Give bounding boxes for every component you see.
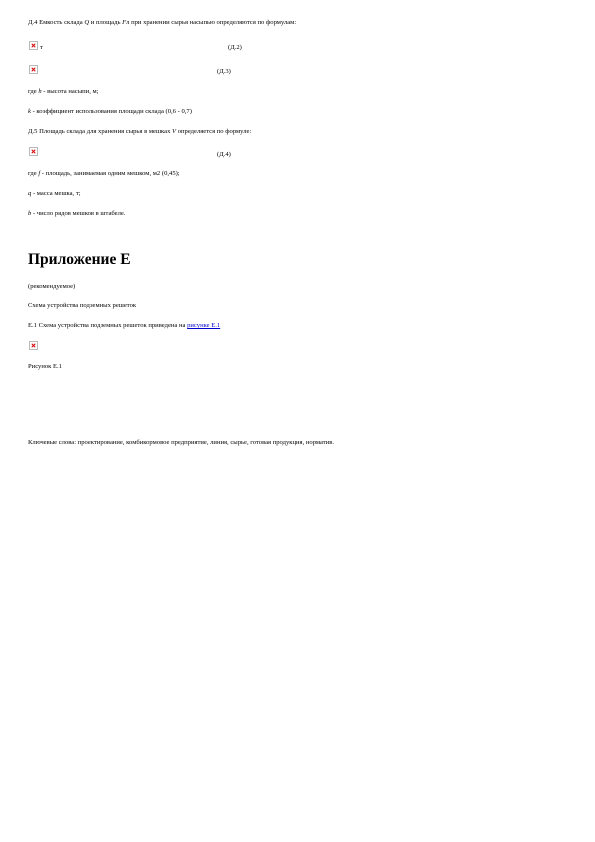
paragraph-d4: Д.4 Емкость склада Q и площадь Fл при хранении сырья насыпью определяются по формулам: <box>28 19 297 26</box>
keywords: Ключевые слова: проектирование, комбикормовое предприятие, линия, сырье, готовая продукция, норматив. <box>28 439 334 446</box>
eq2-suffix: т <box>40 44 43 51</box>
appendix-status: (рекомендуемое) <box>28 283 76 290</box>
broken-image-icon <box>29 41 38 50</box>
definition-q: q - масса мешка, т; <box>28 190 81 197</box>
broken-image-icon <box>29 341 38 350</box>
figure-caption: Рисунок Е.1 <box>28 363 62 370</box>
appendix-subtitle: Схема устройства подземных решеток <box>28 302 137 309</box>
paragraph-e1: Е.1 Схема устройства подземных решеток приведена на рисунке Е.1 <box>28 322 221 329</box>
equation-number-d2: (Д.2) <box>228 44 242 51</box>
equation-number-d3: (Д.3) <box>217 68 231 75</box>
definition-h: где h - высота насыпи, м; <box>28 88 99 95</box>
definition-k: k - коэффициент использования площади склада (0,6 - 0,7) <box>28 108 192 115</box>
broken-image-icon <box>29 147 38 156</box>
broken-image-icon <box>29 65 38 74</box>
appendix-heading: Приложение Е <box>28 251 131 268</box>
definition-f: где f - площадь, занимаемая одним мешком, м2 (0,45); <box>28 170 180 177</box>
definition-b: b - число рядов мешков в штабеле. <box>28 210 126 217</box>
paragraph-d5: Д.5 Площадь склада для хранения сырья в мешках V определяется по формуле: <box>28 128 252 135</box>
equation-number-d4: (Д.4) <box>217 151 231 158</box>
figure-link[interactable]: рисунке Е.1 <box>187 322 221 329</box>
